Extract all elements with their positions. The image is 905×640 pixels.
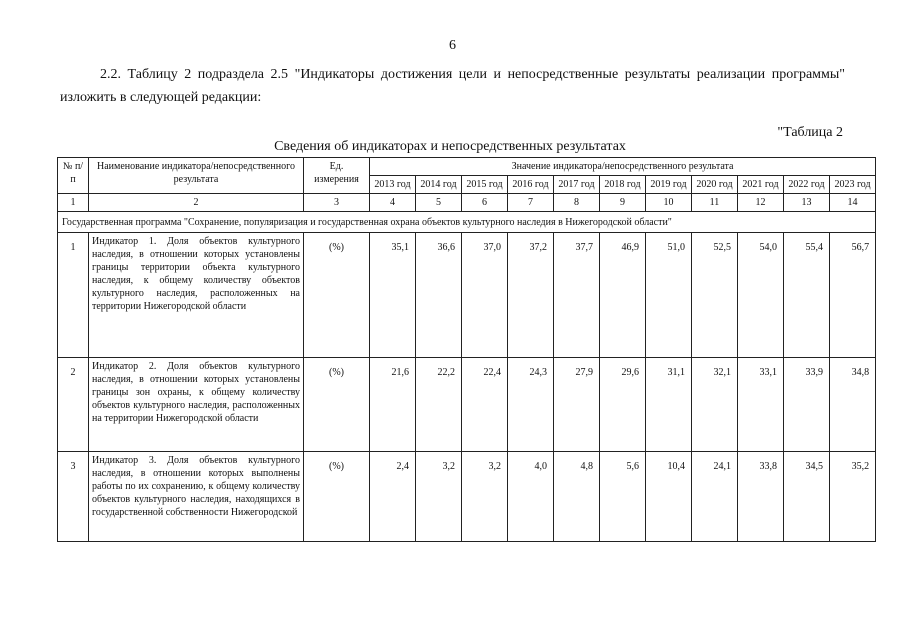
page-number: 6 (449, 38, 456, 53)
value-cell: 32,1 (692, 358, 738, 452)
header-values: Значение индикатора/непосредственного результата (370, 158, 876, 176)
indicator-name: Индикатор 1. Доля объектов культурного наследия, в отношении которых установлены границы территории объекта культурного наследия, к общему количеству объектов культурного наследия, расположенных на территории Нижегородской области (89, 233, 304, 358)
value-cell: 52,5 (692, 233, 738, 358)
header-year: 2013 год (370, 176, 416, 194)
table-row (58, 233, 876, 358)
value-cell: 51,0 (646, 233, 692, 358)
value-cell: 3,2 (462, 452, 508, 542)
value-cell: 2,4 (370, 452, 416, 542)
value-cell: 33,1 (738, 358, 784, 452)
value-cell: 5,6 (600, 452, 646, 542)
value-cell: 31,1 (646, 358, 692, 452)
value-cell: 22,2 (416, 358, 462, 452)
intro-paragraph: 2.2. Таблицу 2 подраздела 2.5 "Индикаторы достижения цели и непосредственные результаты реализации программы" изложить в следующей редакции: (60, 67, 845, 105)
column-number: 4 (370, 194, 416, 212)
column-number: 10 (646, 194, 692, 212)
header-num: № п/п (58, 158, 89, 194)
column-number: 12 (738, 194, 784, 212)
header-year: 2014 год (416, 176, 462, 194)
value-cell: 37,7 (554, 233, 600, 358)
column-number: 3 (304, 194, 370, 212)
value-cell: 33,8 (738, 452, 784, 542)
value-cell: 46,9 (600, 233, 646, 358)
value-cell: 24,3 (508, 358, 554, 452)
header-year: 2019 год (646, 176, 692, 194)
program-row (58, 212, 876, 233)
column-number: 7 (508, 194, 554, 212)
table-row (58, 358, 876, 452)
header-year: 2017 год (554, 176, 600, 194)
unit-cell: (%) (304, 452, 370, 542)
value-cell: 4,0 (508, 452, 554, 542)
column-number: 9 (600, 194, 646, 212)
row-number: 3 (58, 452, 89, 542)
value-cell: 34,5 (784, 452, 830, 542)
value-cell: 35,2 (830, 452, 876, 542)
value-cell: 36,6 (416, 233, 462, 358)
column-number: 5 (416, 194, 462, 212)
column-number: 1 (58, 194, 89, 212)
program-title: Государственная программа "Сохранение, популяризация и государственная охрана объектов культурного наследия в Нижегородской области" (58, 212, 876, 233)
header-unit: Ед. измерения (304, 158, 370, 194)
column-number: 2 (89, 194, 304, 212)
value-cell: 54,0 (738, 233, 784, 358)
column-number: 14 (830, 194, 876, 212)
value-cell: 34,8 (830, 358, 876, 452)
value-cell: 55,4 (784, 233, 830, 358)
row-number: 1 (58, 233, 89, 358)
value-cell: 37,2 (508, 233, 554, 358)
header-year: 2016 год (508, 176, 554, 194)
header-year: 2023 год (830, 176, 876, 194)
value-cell: 56,7 (830, 233, 876, 358)
column-number: 13 (784, 194, 830, 212)
column-number: 8 (554, 194, 600, 212)
indicators-table (57, 157, 876, 542)
value-cell: 21,6 (370, 358, 416, 452)
value-cell: 4,8 (554, 452, 600, 542)
value-cell: 3,2 (416, 452, 462, 542)
row-number: 2 (58, 358, 89, 452)
column-numbers-row (58, 194, 876, 212)
value-cell: 10,4 (646, 452, 692, 542)
header-year: 2018 год (600, 176, 646, 194)
column-number: 11 (692, 194, 738, 212)
header-year: 2021 год (738, 176, 784, 194)
unit-cell: (%) (304, 358, 370, 452)
value-cell: 22,4 (462, 358, 508, 452)
table-title: Сведения об индикаторах и непосредственных результатах (274, 139, 626, 154)
column-number: 6 (462, 194, 508, 212)
value-cell: 33,9 (784, 358, 830, 452)
value-cell: 29,6 (600, 358, 646, 452)
header-year: 2020 год (692, 176, 738, 194)
unit-cell: (%) (304, 233, 370, 358)
table-reference: "Таблица 2 (777, 125, 843, 140)
header-year: 2015 год (462, 176, 508, 194)
value-cell: 27,9 (554, 358, 600, 452)
header-name: Наименование индикатора/непосредственного результата (89, 158, 304, 194)
indicator-name: Индикатор 2. Доля объектов культурного наследия, в отношении которых установлены границы зон охраны, к общему количеству объектов культурного наследия, расположенных на территории Нижегородской области (89, 358, 304, 452)
value-cell: 35,1 (370, 233, 416, 358)
header-year: 2022 год (784, 176, 830, 194)
table-row (58, 452, 876, 542)
value-cell: 37,0 (462, 233, 508, 358)
value-cell: 24,1 (692, 452, 738, 542)
indicator-name: Индикатор 3. Доля объектов культурного наследия, в отношении которых выполнены работы по их сохранению, к общему количеству объектов культурного наследия, находящихся в государственной собственности Нижегородской (89, 452, 304, 542)
